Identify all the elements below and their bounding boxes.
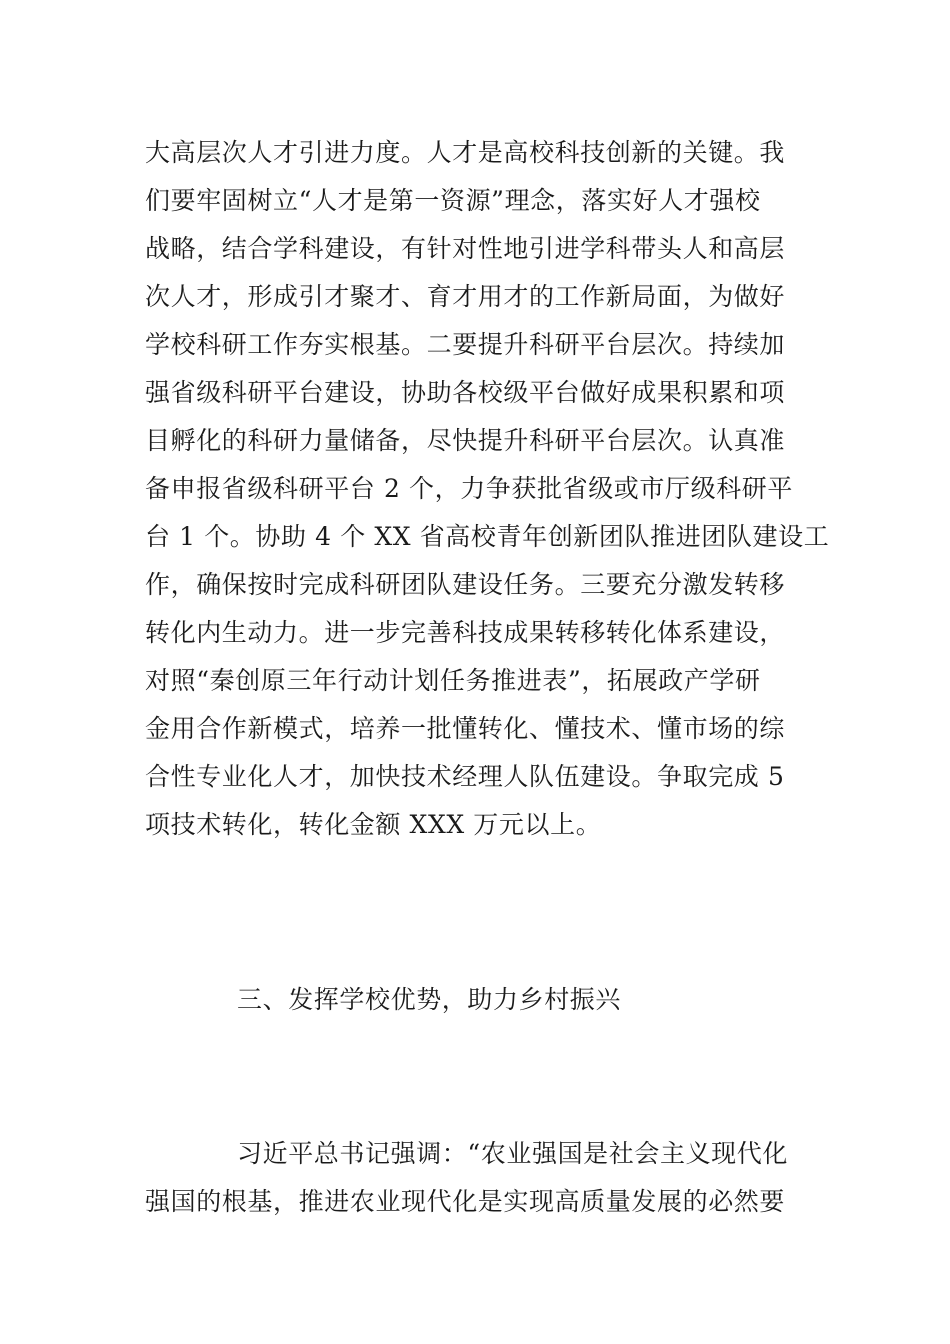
section-heading: 三、发挥学校优势，助力乡村振兴 xyxy=(237,985,622,1014)
paragraph-line: 备申报省级科研平台 2 个，力争获批省级或市厅级科研平 xyxy=(145,474,794,503)
paragraph-line: 目孵化的科研力量储备，尽快提升科研平台层次。认真准 xyxy=(145,426,786,455)
paragraph-line: 合性专业化人才，加快技术经理人队伍建设。争取完成 5 xyxy=(145,762,785,791)
paragraph-line: 习近平总书记强调：“农业强国是社会主义现代化 xyxy=(237,1139,788,1168)
paragraph-line: 学校科研工作夯实根基。二要提升科研平台层次。持续加 xyxy=(145,330,786,359)
paragraph-line: 项技术转化，转化金额 XXX 万元以上。 xyxy=(145,810,602,839)
paragraph-line: 金用合作新模式，培养一批懂转化、懂技术、懂市场的综 xyxy=(145,714,786,743)
paragraph-line: 战略，结合学科建设，有针对性地引进学科带头人和高层 xyxy=(145,234,786,263)
paragraph-line: 强省级科研平台建设，协助各校级平台做好成果积累和项 xyxy=(145,378,786,407)
paragraph-line: 台 1 个。协助 4 个 XX 省高校青年创新团队推进团队建设工 xyxy=(145,522,830,551)
paragraph-line: 对照“秦创原三年行动计划任务推进表”，拓展政产学研 xyxy=(145,666,761,695)
paragraph-line: 大高层次人才引进力度。人才是高校科技创新的关键。我 xyxy=(145,138,786,167)
paragraph-line: 强国的根基，推进农业现代化是实现高质量发展的必然要 xyxy=(145,1187,786,1216)
paragraph-line: 转化内生动力。进一步完善科技成果转移转化体系建设， xyxy=(145,618,786,647)
paragraph-line: 们要牢固树立“人才是第一资源”理念，落实好人才强校 xyxy=(145,186,761,215)
paragraph-line: 作，确保按时完成科研团队建设任务。三要充分激发转移 xyxy=(145,570,786,599)
paragraph-line: 次人才，形成引才聚才、育才用才的工作新局面，为做好 xyxy=(145,282,786,311)
